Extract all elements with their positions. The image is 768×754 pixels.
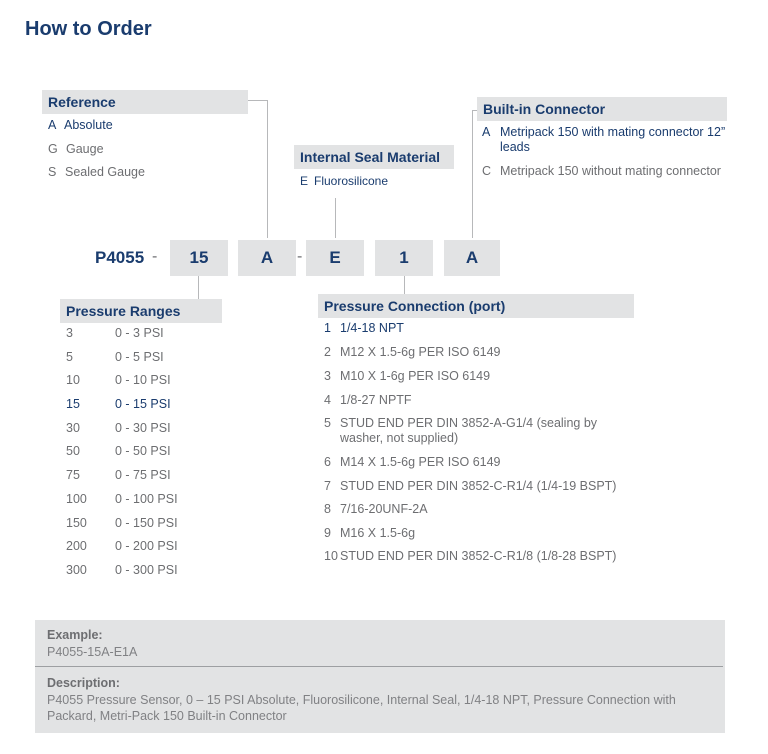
reference-option bbox=[48, 165, 145, 179]
example-value: P4055-15A-E1A bbox=[47, 645, 138, 659]
option-label: M12 X 1.5-6g PER ISO 6149 bbox=[340, 345, 501, 359]
option-code: 2 bbox=[324, 345, 331, 359]
option-label: 1/8-27 NPTF bbox=[340, 392, 412, 407]
list-item bbox=[324, 526, 616, 550]
option-code: A bbox=[48, 118, 57, 132]
option-label: 0 - 5 PSI bbox=[115, 349, 164, 364]
connector-header: Built-in Connector bbox=[477, 97, 727, 121]
option-code: G bbox=[48, 142, 58, 156]
part-number-dash: - bbox=[152, 248, 158, 265]
option-label-line1: Metripack 150 with mating connector 12” bbox=[500, 125, 726, 139]
option-code: 15 bbox=[66, 397, 80, 412]
pressure-ranges-header: Pressure Ranges bbox=[60, 299, 222, 323]
list-item bbox=[324, 393, 616, 417]
connection-connector-line bbox=[404, 276, 405, 294]
option-code: 75 bbox=[66, 468, 80, 483]
option-code: S bbox=[48, 165, 57, 179]
reference-connector-line-v bbox=[267, 100, 268, 238]
reference-option bbox=[48, 118, 113, 132]
option-label: Fluorosilicone bbox=[314, 174, 389, 188]
example-label: Example: bbox=[47, 628, 103, 642]
option-label: Sealed Gauge bbox=[65, 165, 145, 179]
option-code: A bbox=[482, 125, 491, 139]
connector-connector-line-v bbox=[472, 110, 473, 238]
pressure-range-code-box: 15 bbox=[170, 240, 228, 276]
option-label: STUD END PER DIN 3852-C-R1/4 (1/4-19 BSPT) bbox=[340, 478, 617, 493]
option-code: C bbox=[482, 164, 492, 178]
list-item bbox=[66, 468, 178, 492]
seal-code-box: E bbox=[306, 240, 364, 276]
option-code: 5 bbox=[324, 416, 331, 430]
list-item bbox=[324, 345, 616, 369]
part-number-dash: - bbox=[297, 248, 303, 265]
list-item bbox=[66, 444, 178, 468]
list-item bbox=[66, 421, 178, 445]
option-label: 7/16-20UNF-2A bbox=[340, 502, 428, 516]
option-label: 0 - 150 PSI bbox=[115, 515, 178, 530]
seal-header: Internal Seal Material bbox=[294, 145, 454, 169]
option-code: 8 bbox=[324, 502, 331, 516]
reference-option bbox=[48, 142, 104, 156]
option-label: M16 X 1.5-6g bbox=[340, 525, 416, 540]
list-item bbox=[66, 397, 178, 421]
description-line2: Packard, Metri-Pack 150 Built-in Connector bbox=[47, 709, 287, 723]
option-label: Metripack 150 without mating connector bbox=[500, 164, 721, 178]
option-label: M10 X 1-6g PER ISO 6149 bbox=[340, 369, 491, 383]
option-code: 5 bbox=[66, 349, 73, 364]
option-code: 30 bbox=[66, 420, 80, 435]
reference-connector-line-h bbox=[248, 100, 268, 101]
description-line1: P4055 Pressure Sensor, 0 – 15 PSI Absolute, Fluorosilicone, Internal Seal, 1/4-18 NPT, Pressure Connection with bbox=[47, 693, 676, 707]
option-code: 50 bbox=[66, 444, 80, 459]
option-code: 10 bbox=[66, 373, 80, 388]
list-item bbox=[324, 502, 616, 526]
description-text bbox=[47, 692, 676, 724]
option-label: 0 - 3 PSI bbox=[115, 326, 164, 340]
divider bbox=[35, 666, 723, 667]
option-label: 0 - 50 PSI bbox=[115, 444, 171, 459]
option-code: 150 bbox=[66, 515, 87, 530]
range-connector-line bbox=[198, 276, 199, 300]
list-item bbox=[324, 549, 616, 573]
list-item bbox=[66, 563, 178, 587]
option-code: 4 bbox=[324, 392, 331, 407]
list-item bbox=[66, 373, 178, 397]
option-label: 0 - 300 PSI bbox=[115, 562, 178, 577]
option-label: 1/4-18 NPT bbox=[340, 321, 404, 335]
connector-option bbox=[482, 164, 721, 178]
option-label: STUD END PER DIN 3852-C-R1/8 (1/8-28 BSPT) bbox=[340, 549, 617, 563]
pressure-connection-list bbox=[324, 321, 616, 573]
option-label-line2: leads bbox=[500, 140, 530, 154]
pressure-connection-header: Pressure Connection (port) bbox=[318, 294, 634, 318]
option-label: 0 - 10 PSI bbox=[115, 373, 171, 388]
list-item bbox=[324, 479, 616, 503]
page-title: How to Order bbox=[25, 18, 152, 40]
option-code: 1 bbox=[324, 321, 331, 335]
seal-connector-line bbox=[335, 198, 336, 238]
option-code: 10 bbox=[324, 549, 338, 563]
reference-header: Reference bbox=[42, 90, 248, 114]
option-code: 7 bbox=[324, 478, 331, 493]
list-item bbox=[66, 492, 178, 516]
reference-code-box: A bbox=[238, 240, 296, 276]
pressure-ranges-list bbox=[66, 326, 178, 587]
option-code: 9 bbox=[324, 525, 331, 540]
list-item bbox=[324, 369, 616, 393]
list-item bbox=[66, 350, 178, 374]
option-code: 100 bbox=[66, 491, 87, 506]
list-item bbox=[66, 326, 178, 350]
connector-option bbox=[482, 125, 725, 155]
option-label: 0 - 100 PSI bbox=[115, 491, 178, 506]
option-code: 6 bbox=[324, 455, 331, 469]
description-label: Description: bbox=[47, 676, 120, 690]
option-code: 3 bbox=[324, 369, 331, 383]
option-code: 300 bbox=[66, 562, 87, 577]
list-item bbox=[324, 321, 616, 345]
connection-code-box: 1 bbox=[375, 240, 433, 276]
option-label: 0 - 15 PSI bbox=[115, 397, 171, 412]
option-label: Absolute bbox=[64, 118, 113, 132]
option-code: E bbox=[300, 174, 309, 188]
option-label: M14 X 1.5-6g PER ISO 6149 bbox=[340, 455, 501, 469]
option-label-line1: STUD END PER DIN 3852-A-G1/4 (sealing by bbox=[340, 416, 598, 430]
list-item bbox=[66, 539, 178, 563]
option-label: 0 - 75 PSI bbox=[115, 468, 171, 483]
option-label-line2: washer, not supplied) bbox=[340, 431, 459, 445]
connector-code-box: A bbox=[444, 240, 500, 276]
option-label: 0 - 200 PSI bbox=[115, 539, 178, 554]
option-code: 3 bbox=[66, 326, 73, 340]
option-label: Gauge bbox=[66, 142, 104, 156]
seal-option bbox=[300, 174, 388, 188]
option-code: 200 bbox=[66, 539, 87, 554]
list-item bbox=[324, 455, 616, 479]
list-item bbox=[324, 416, 616, 455]
part-number-prefix: P4055 bbox=[95, 248, 145, 267]
option-label: 0 - 30 PSI bbox=[115, 420, 171, 435]
list-item bbox=[66, 516, 178, 540]
example-panel bbox=[35, 620, 725, 733]
